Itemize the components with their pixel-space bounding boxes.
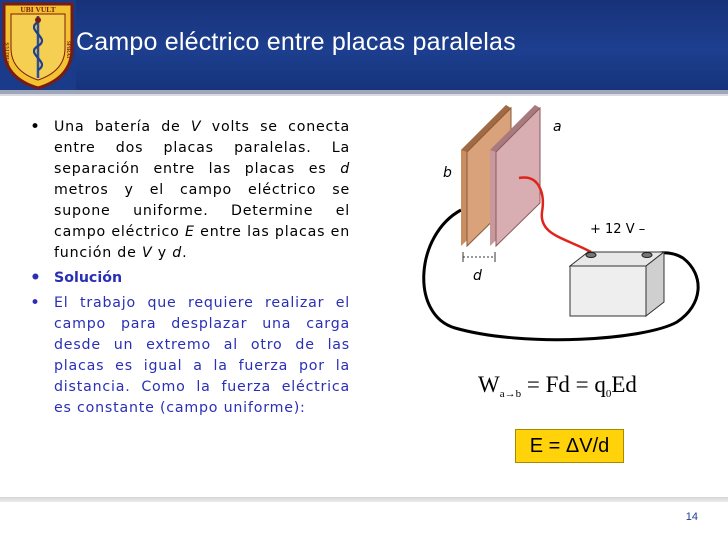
bullet-solution-heading: • Solución xyxy=(30,268,350,289)
svg-text:SPIRITUS: SPIRITUS xyxy=(6,42,11,66)
bullet-list xyxy=(30,117,350,419)
battery xyxy=(570,252,664,316)
page-number: 14 xyxy=(685,511,698,523)
bullet-solution-text: • El trabajo que requiere realizar el campo para desplazar una carga desde un extremo al otro de las placas es igual a la fuerza por la distancia. Como la fuerza eléctrica es constante (campo uniforme): xyxy=(30,293,350,419)
bullet-problem-statement: • Una batería de V volts se conecta entre dos placas paralelas. La separación entre las placas es d metros y el campo eléctrico se supone uniforme. Determine el campo eléctrico E entre las placas en función de V y d. xyxy=(30,117,350,264)
battery-positive-terminal xyxy=(586,253,596,258)
battery-voltage-label: + 12 V – xyxy=(590,222,646,237)
delta-symbol: Δ xyxy=(565,435,580,457)
field-result-box: E = ΔV/d xyxy=(515,429,624,463)
work-formula: $W_{a\to b} = Fd = q_0Ed$ xyxy=(478,372,637,400)
battery-negative-terminal xyxy=(642,253,652,258)
title-bar-underline-light xyxy=(0,94,728,96)
svg-text:SPIRAT: SPIRAT xyxy=(65,41,70,59)
parallel-plates-circuit-diagram xyxy=(415,100,715,350)
plate-a-label: a xyxy=(553,119,562,135)
plate-b-label: b xyxy=(443,165,452,181)
separation-arrow xyxy=(463,252,495,262)
footer-divider xyxy=(0,497,728,502)
university-seal-logo xyxy=(0,0,76,90)
svg-text:UBI VULT: UBI VULT xyxy=(20,5,56,14)
slide-title: Campo eléctrico entre placas paralelas xyxy=(76,28,516,56)
separation-label: d xyxy=(473,268,482,284)
